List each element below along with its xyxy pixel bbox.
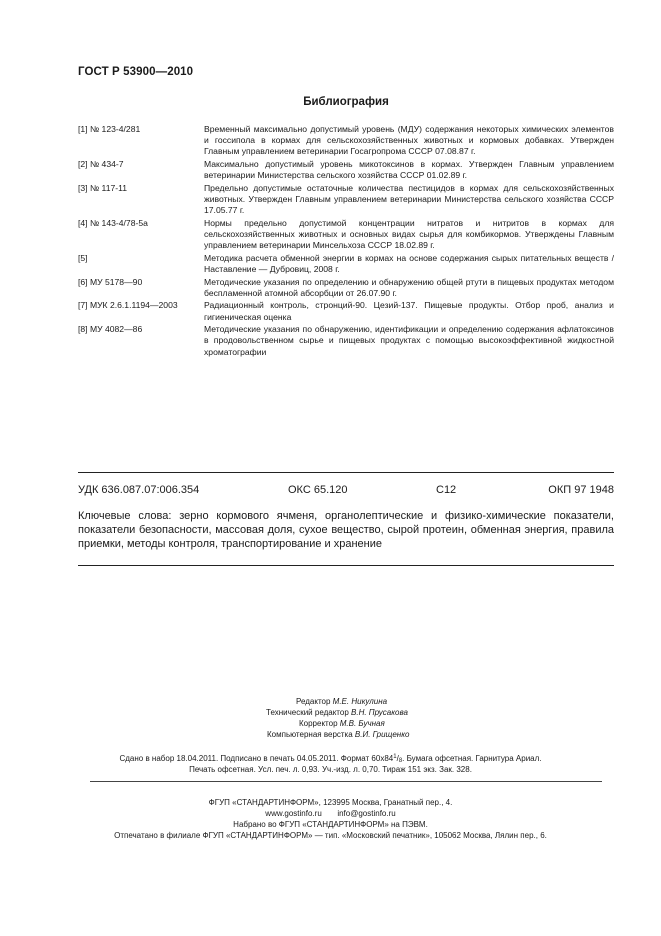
credit-layout (267, 730, 409, 741)
divider (90, 781, 602, 782)
printed-at-info: Отпечатано в филиале ФГУП «СТАНДАРТИНФОРМ» — тип. «Московский печатник», 105062 Москва, Лялин пер., 6. (114, 831, 547, 840)
bibliography-list (78, 124, 614, 359)
entry-text: Методические указания по определению и обнаружению общей ртути в пищевых продуктах методом беспламенной атомной абсорбции от 26.07.90 г. (204, 276, 614, 298)
divider (78, 565, 614, 566)
print-info-text: . Бумага офсетная. Гарнитура Ариал. (402, 754, 542, 763)
entry-code: [4] № 143-4/78-5а (78, 217, 148, 228)
bibliography-title: Библиография (303, 96, 389, 108)
publisher-address: ФГУП «СТАНДАРТИНФОРМ», 123995 Москва, Гранатный пер., 4. (208, 798, 453, 807)
publisher-contacts (0, 808, 661, 819)
bibliography-entry (78, 324, 614, 358)
credit-role: Технический редактор (266, 708, 349, 717)
document-code-header: ГОСТ Р 53900—2010 (78, 66, 194, 78)
oks-code: ОКС 65.120 (288, 484, 348, 496)
entry-code: [1] № 123-4/281 (78, 124, 141, 134)
group-code: С12 (436, 484, 457, 496)
credit-role: Корректор (299, 719, 338, 728)
udk-code: УДК 636.087.07:006.354 (78, 484, 200, 496)
entry-code: [6] МУ 5178—90 (78, 276, 143, 287)
print-info-text: Сдано в набор 18.04.2011. Подписано в печать 04.05.2011. Формат 60х84 (119, 754, 394, 763)
entry-text: Методика расчета обменной энергии в кормах на основе содержания сырых питательных веществ /Наставление — Дубровиц, 2008 г. (204, 252, 614, 274)
entry-code: [8] МУ 4082—86 (78, 324, 143, 335)
credit-person: М.Е. Никулина (332, 697, 388, 706)
entry-code: [2] № 434-7 (78, 159, 124, 169)
credit-editor (296, 697, 387, 708)
okp-code: ОКП 97 1948 (548, 484, 614, 496)
credit-person: В.Н. Прусакова (351, 708, 408, 717)
entry-text: Временный максимально допустимый уровень (МДУ) содержания некоторых химических элементов и госсипола в кормах для сельскохозяйственных животных и кормовых добавках. Утвержден Главным управлением ветеринарии Госагропрома СССР 07.08.87 г. (204, 124, 614, 157)
credit-person: В.И. Грищенко (354, 730, 410, 739)
entry-text: Нормы предельно допустимой концентрации нитратов и нитритов в кормах для сельскохозяйственных животных и основных видах сырья для комбикормов. Утверждены Главным управлением ветеринарии Минсельхоза СССР 18.02.89 г. (204, 217, 614, 251)
credit-role: Компьютерная верстка (267, 730, 353, 739)
entry-text: Радиационный контроль, стронций-90. Цезий-137. Пищевые продукты. Отбор проб, анализ и гигиеническая оценка (204, 300, 614, 322)
bibliography-entry (78, 277, 614, 299)
entry-code: [3] № 117-11 (78, 182, 128, 193)
print-info-line-1: Сдано в набор 18.04.2011. Подписано в печать 04.05.2011. Формат $60х84^1/_8$. Бумага офсетная. Гарнитура Ариал. (119, 754, 542, 764)
credit-person: М.В. Бучная (339, 719, 385, 728)
credit-proofreader (299, 719, 385, 730)
entry-text: Максимально допустимый уровень микотоксинов в кормах. Утвержден Главным управлением ветеринарии Министерства сельского хозяйства СССР 01.02.89 г. (204, 159, 614, 181)
bibliography-entry (78, 253, 614, 275)
credit-role: Редактор (296, 697, 331, 706)
format-denominator: 8 (398, 758, 403, 764)
keywords: Ключевые слова: зерно кормового ячменя, органолептические и физико-химические показатели, показатели безопасности, массовая доля, сухое вещество, сырой протеин, обменная энергия, правила приемки, методы контроля, транспортирование и хранение (78, 510, 614, 551)
print-info-line-2: Печать офсетная. Усл. печ. л. 0,93. Уч.-изд. л. 0,70. Тираж 151 экз. Зак. 328. (189, 765, 472, 774)
bibliography-entry (78, 300, 614, 322)
bibliography-entry (78, 159, 614, 181)
format-numerator: 1 (393, 754, 397, 760)
entry-text: Предельно допустимые остаточные количества пестицидов в кормах для сельскохозяйственных животных. Утвержден Главным управлением ветеринарии Министерства сельского хозяйства СССР 17.05.77 г. (204, 182, 614, 216)
typeset-info: Набрано во ФГУП «СТАНДАРТИНФОРМ» на ПЭВМ. (233, 820, 428, 829)
bibliography-entry (78, 183, 614, 217)
bibliography-entry (78, 124, 614, 158)
entry-code: [7] МУК 2.6.1.1194—2003 (78, 300, 178, 311)
bibliography-entry (78, 218, 614, 252)
divider (78, 472, 614, 473)
entry-text: Методические указания по обнаружению, идентификации и определению содержания афлатоксинов в продовольственном сырье и пищевых продуктах с помощью высокоэффективной жидкостной хроматографии (204, 324, 614, 357)
credit-technical-editor (266, 708, 408, 719)
publisher-website-link[interactable]: www.gostinfo.ru (265, 809, 322, 818)
publisher-email-link[interactable]: info@gostinfo.ru (337, 809, 396, 818)
entry-code: [5] (78, 252, 88, 263)
